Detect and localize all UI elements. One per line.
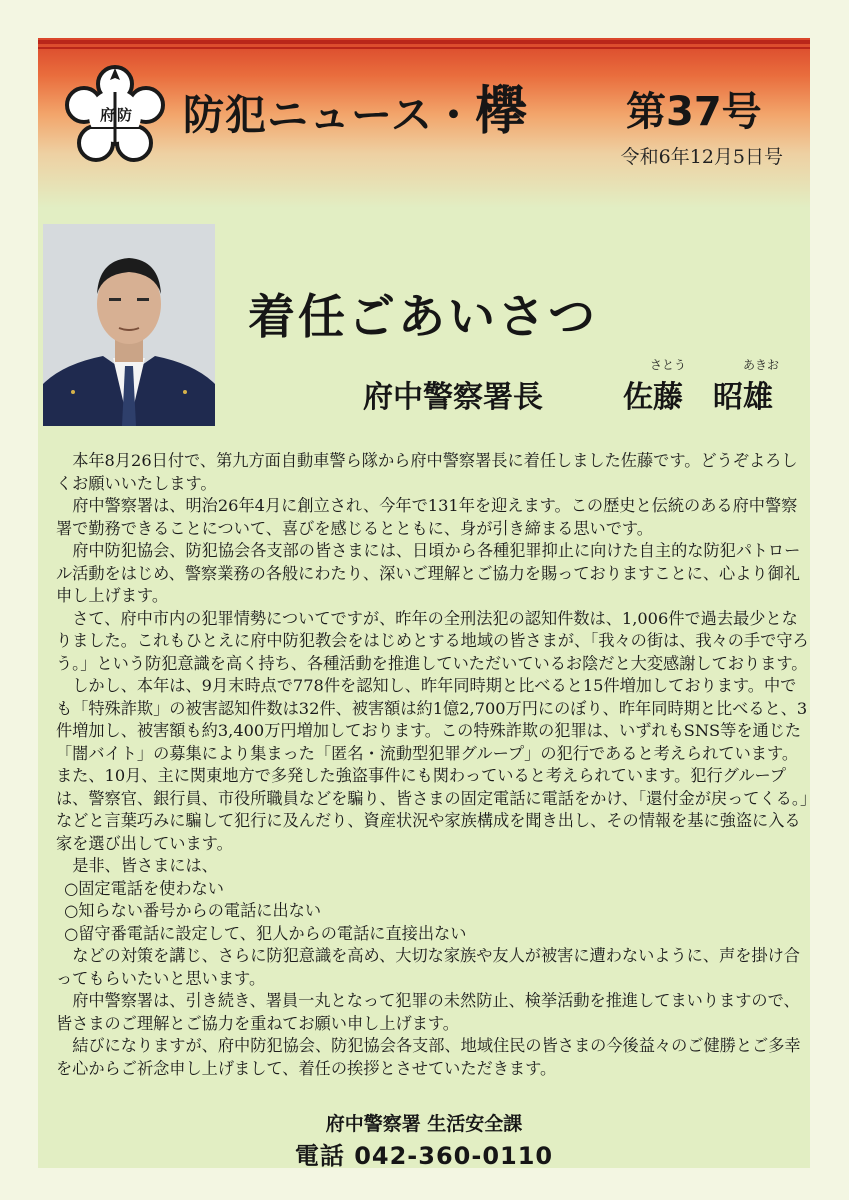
countermeasure-item: ○知らない番号からの電話に出ない [64,901,322,920]
body-paragraph: などの対策を講じ、さらに防犯意識を高め、大切な家族や友人が被害に遭わないように、声を掛け合ってもらいたいと思います。 [56,946,800,988]
body-paragraph: さて、府中市内の犯罪情勢についてですが、昨年の全刑法犯の認知件数は、1,006件で過去最少となりました。これもひとえに府中防犯教会をはじめとする地域の皆さまが、「我々の街は、我々の手で守ろう。」という防犯意識を高く持ち、各種活動を推進していただいているお陰だと大変感謝しております。 [56,608,809,673]
article-body [56,450,810,1080]
newsletter-title-kanji: 欅 [474,81,528,142]
body-paragraph: 是非、皆さまには、 [72,856,218,875]
article-title: 着任ごあいさつ [248,290,598,345]
header-rule [38,40,810,44]
body-paragraph: 府中警察署は、引き続き、署員一丸となって犯罪の未然防止、検挙活動を推進してまいりますので、皆さまのご理解とご協力を重ねてお願い申し上げます。 [56,991,800,1033]
ruby-sato: さとう [650,358,687,372]
body-paragraph: しかし、本年は、9月末時点で778件を認知し、昨年同時期と比べると15件増加しております。中でも「特殊詐欺」の被害認知件数は32件、被害額は約1億2,700万円にのぼり、昨年同時期と比べると、3件増加し、被害額も約3,400万円増加しております。この特殊詐欺の犯罪は、いずれもSNS等を通じた「闇バイト」の募集により集まった「匿名・流動型犯罪グループ」の犯行であると考えられています。また、10月、主に関東地方で多発した強盗事件にも関わっていると考えられています。犯行グループは、警察官、銀行員、市役所職員などを騙り、皆さまの固定電話に電話をかけ、「還付金が戻ってくる。」などと言葉巧みに騙して犯行に及んだり、資産状況や家族構成を聞き出し、その情報を基に強盗に入る家を選び出しています。 [56,676,809,853]
body-paragraph: 府中防犯協会、防犯協会各支部の皆さまには、日頃から各種犯罪抑止に向けた自主的な防犯パトロール活動をはじめ、警察業務の各般にわたり、深いご理解とご協力を賜っておりますことに、心より御礼申し上げます。 [56,541,801,605]
emblem-char-2: 防 [117,106,133,124]
footer-phone: 電話 042-360-0110 [294,1142,554,1170]
ruby-akio: あきお [743,358,780,372]
author-title: 府中警察署長 [363,380,543,415]
author-name: 佐藤 昭雄 [623,380,773,415]
countermeasure-item: ○固定電話を使わない [64,878,224,898]
issue-date: 令和6年12月5日号 [620,146,783,168]
countermeasure-item: ○留守番電話に設定して、犯人からの電話に直接出ない [64,923,467,943]
police-emblem-icon [60,60,170,170]
newsletter-title-prefix: 防犯ニュース・ [183,91,475,139]
header-rule-thin [38,47,810,49]
emblem-char-1: 府 [100,106,116,124]
body-paragraph: 府中警察署は、明治26年4月に創立され、今年で131年を迎えます。この歴史と伝統のある府中警察署で勤務できることについて、喜びを感じるとともに、身が引き締まる思いです。 [56,496,798,538]
newsletter-title [183,82,528,142]
issue-number: 第37号 [626,89,762,135]
footer-department: 府中警察署 生活安全課 [325,1113,523,1135]
body-paragraph: 本年8月26日付で、第九方面自動車警ら隊から府中警察署長に着任しました佐藤です。どうぞよろしくお願いいたします。 [56,451,798,493]
chief-portrait-photo [43,224,215,426]
newsletter-page [38,38,810,1168]
body-paragraph: 結びになりますが、府中防犯協会、防犯協会各支部、地域住民の皆さまの今後益々のご健勝とご多幸を心からご祈念申し上げまして、着任の挨拶とさせていただきます。 [56,1036,801,1078]
